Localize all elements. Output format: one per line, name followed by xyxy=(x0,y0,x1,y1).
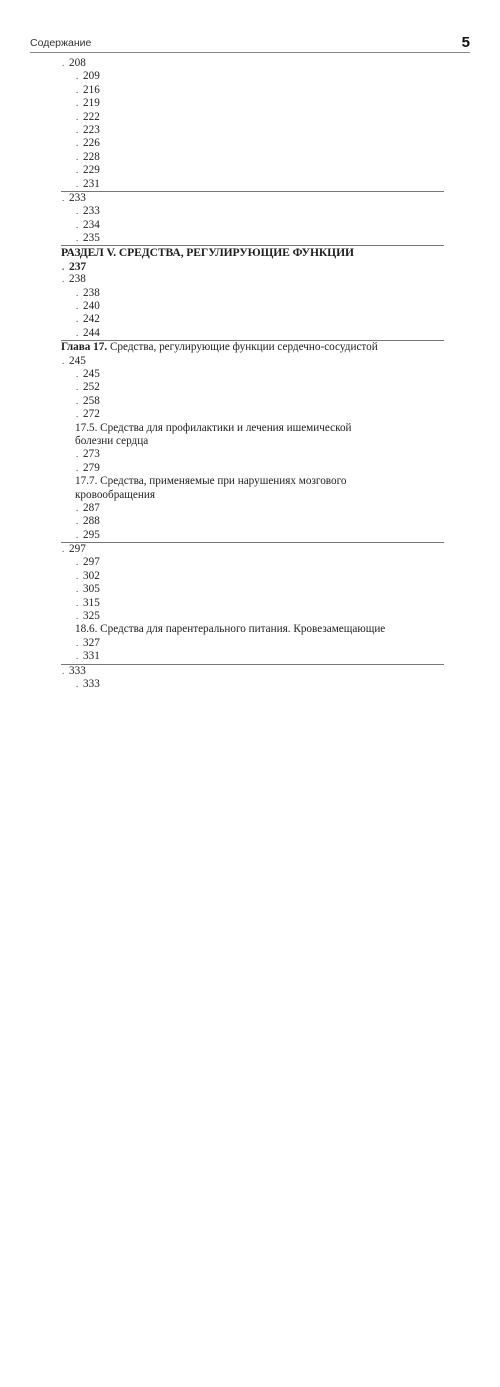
table-of-contents xyxy=(61,57,444,691)
toc-item xyxy=(61,502,444,515)
leader-dots xyxy=(62,57,68,70)
toc-item xyxy=(61,219,444,232)
leader-dots xyxy=(62,665,68,678)
leader-dots xyxy=(62,192,68,205)
toc-item xyxy=(61,381,444,394)
chapter-number: Глава 17. xyxy=(61,341,108,354)
toc-page-number: 233 xyxy=(69,191,86,204)
toc-item xyxy=(61,610,444,623)
toc-chapter xyxy=(61,665,444,678)
header-section-title: Содержание xyxy=(30,37,92,49)
toc-page-number: 295 xyxy=(83,528,100,541)
leader-dots xyxy=(62,261,68,274)
toc-page-number: 216 xyxy=(83,83,100,96)
leader-dots xyxy=(62,355,68,368)
toc-item xyxy=(61,556,444,569)
toc-page-number: 237 xyxy=(69,259,87,273)
toc-page-number: 327 xyxy=(83,636,100,649)
toc-page-number: 245 xyxy=(83,367,100,380)
toc-page-number: 333 xyxy=(83,677,100,690)
toc-chapter xyxy=(61,192,444,205)
toc-item xyxy=(61,124,444,137)
toc-page-number: 315 xyxy=(83,596,100,609)
toc-page-number: 331 xyxy=(83,650,100,663)
toc-item xyxy=(61,205,444,218)
toc-page-number: 229 xyxy=(83,164,100,177)
toc-page-number: 252 xyxy=(83,381,100,394)
toc-page-number: 305 xyxy=(83,583,100,596)
toc-page-number: 228 xyxy=(83,150,100,163)
toc-page-number: 273 xyxy=(83,448,100,461)
toc-page-number: 302 xyxy=(83,569,100,582)
toc-item xyxy=(61,70,444,83)
toc-item xyxy=(61,287,444,300)
toc-entry-title: болезни сердца xyxy=(75,434,149,447)
toc-item xyxy=(61,408,444,421)
toc-page-number: 240 xyxy=(83,300,100,313)
toc-page-number: 238 xyxy=(69,273,86,286)
toc-item xyxy=(61,300,444,313)
toc-entry-title: 18.6. Средства для парентерального питания. Кровезамещающие xyxy=(75,623,386,636)
toc-item xyxy=(61,583,444,596)
toc-item xyxy=(61,462,444,475)
toc-item xyxy=(61,313,444,326)
toc-page-number: 258 xyxy=(83,394,100,407)
toc-page-number: 272 xyxy=(83,408,100,421)
toc-questions xyxy=(61,232,444,245)
page-number: 5 xyxy=(461,34,470,51)
toc-entry-title: РАЗДЕЛ V. СРЕДСТВА, РЕГУЛИРУЮЩИЕ ФУНКЦИИ xyxy=(61,246,354,260)
toc-page-number: 226 xyxy=(83,137,100,150)
toc-item xyxy=(61,368,444,381)
toc-chapter xyxy=(61,273,444,286)
toc-item xyxy=(61,111,444,124)
leader-dots xyxy=(62,273,68,286)
toc-entry-title: 17.7. Средства, применяемые при нарушениях мозгового xyxy=(75,475,347,488)
toc-page-number: 279 xyxy=(83,461,100,474)
toc-page-number: 235 xyxy=(83,232,100,245)
toc-page-number: 325 xyxy=(83,610,100,623)
toc-continuation xyxy=(61,355,444,368)
toc-page-number: 231 xyxy=(83,177,100,190)
toc-item xyxy=(61,84,444,97)
toc-questions xyxy=(61,529,444,542)
leader-dots xyxy=(62,543,68,556)
toc-questions xyxy=(61,650,444,663)
toc-chapter xyxy=(61,57,444,70)
toc-page-number: 333 xyxy=(69,664,86,677)
toc-page-number: 245 xyxy=(69,354,86,367)
toc-questions xyxy=(61,327,444,340)
toc-page-number: 288 xyxy=(83,515,100,528)
toc-page-number: 297 xyxy=(83,556,100,569)
toc-page-number: 244 xyxy=(83,326,100,339)
toc-chapter xyxy=(61,543,444,556)
toc-page-number: 234 xyxy=(83,218,100,231)
toc-item xyxy=(61,137,444,150)
toc-entry-title: Средства, регулирующие функции сердечно-сосудистой xyxy=(107,341,378,354)
toc-page-number: 242 xyxy=(83,313,100,326)
toc-page-number: 223 xyxy=(83,123,100,136)
toc-item xyxy=(61,395,444,408)
toc-item xyxy=(61,97,444,110)
toc-page-number: 287 xyxy=(83,501,100,514)
toc-page-number: 222 xyxy=(83,110,100,123)
toc-page-number: 209 xyxy=(83,70,100,83)
toc-item xyxy=(61,678,444,691)
toc-entry-title: 17.5. Средства для профилактики и лечения ишемической xyxy=(75,421,352,434)
toc-item xyxy=(61,570,444,583)
toc-page-number: 208 xyxy=(69,57,86,69)
toc-item xyxy=(61,448,444,461)
toc-questions xyxy=(61,178,444,191)
toc-page-number: 233 xyxy=(83,205,100,218)
toc-page-number: 238 xyxy=(83,286,100,299)
toc-item xyxy=(61,151,444,164)
toc-entry-title: кровообращения xyxy=(75,488,155,501)
toc-page-number: 219 xyxy=(83,97,100,110)
toc-item xyxy=(61,515,444,528)
toc-item xyxy=(61,597,444,610)
toc-item xyxy=(61,637,444,650)
toc-page-number: 297 xyxy=(69,543,86,556)
running-header xyxy=(30,30,470,53)
toc-item xyxy=(61,164,444,177)
toc-section-heading xyxy=(61,260,444,273)
